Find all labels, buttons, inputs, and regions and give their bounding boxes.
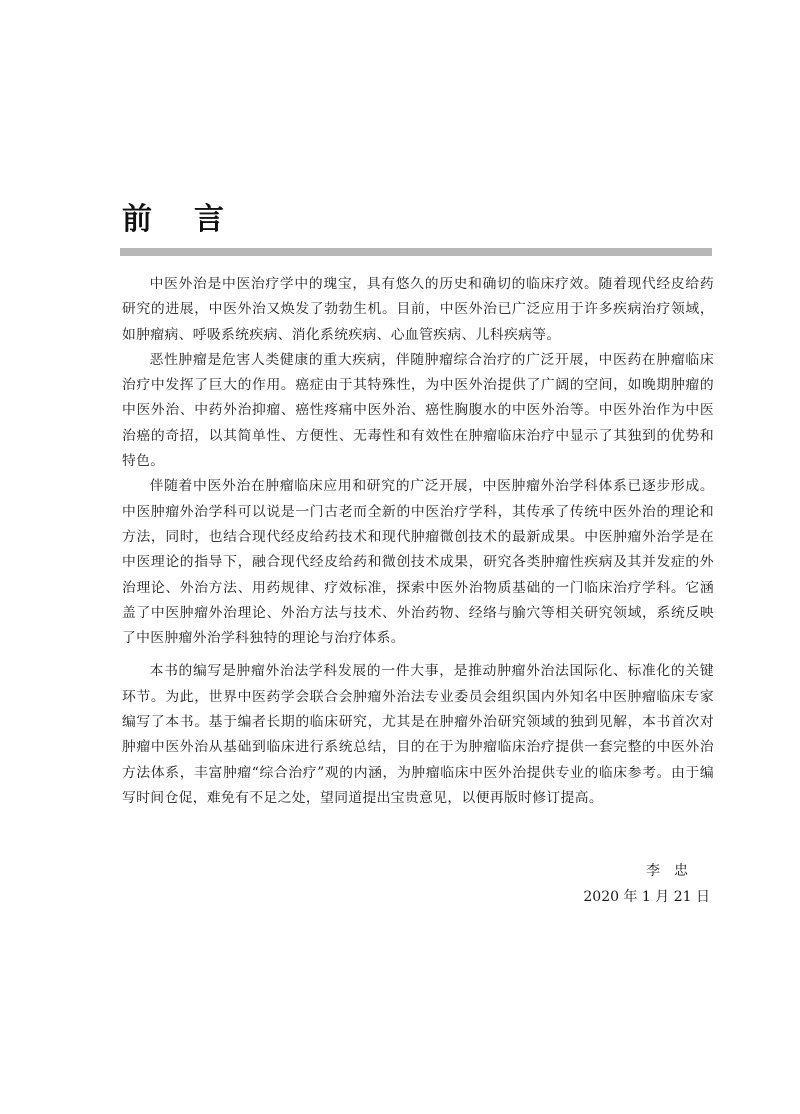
paragraph-2: 恶性肿瘤是危害人类健康的重大疾病，伴随肿瘤综合治疗的广泛开展，中医药在肿瘤临床治疗中发挥了巨大的作用。癌症由于其特殊性，为中医外治提供了广阔的空间，如晚期肿瘤的中医外治、中药外治抑瘤、癌性疼痛中医外治、癌性胸腹水的中医外治等。中医外治作为中医治癌的奇招，以其简单性、方便性、无毒性和有效性在肿瘤临床治疗中显示了其独到的优势和特色。 (122, 351, 714, 470)
paragraph-3: 伴随着中医外治在肿瘤临床应用和研究的广泛开展，中医肿瘤外治学科体系已逐步形成。中医肿瘤外治学科可以说是一门古老而全新的中医治疗学科，其传承了传统中医外治的理论和方法，同时，也结合现代经皮给药技术和现代肿瘤微创技术的最新成果。中医肿瘤外治学是在中医理论的指导下，融合现代经皮给药和微创技术成果，研究各类肿瘤性疾病及其并发症的外治理论、外治方法、用药规律、疗效标准，探索中医外治物质基础的一门临床治疗学科。它涵盖了中医肿瘤外治理论、外治方法与技术、外治药物、经络与腧穴等相关研究领域，系统反映了中医肿瘤外治学科独特的理论与治疗体系。 (122, 478, 714, 647)
paragraph-4: 本书的编写是肿瘤外治法学科发展的一件大事，是推动肿瘤外治法国际化、标准化的关键环节。为此，世界中医药学会联合会肿瘤外治法专业委员会组织国内外知名中医肿瘤临床专家编写了本书。基于编者长期的临床研究，尤其是在肿瘤外治研究领域的独到见解，本书首次对肿瘤中医外治从基础到临床进行系统总结，目的在于为肿瘤临床治疗提供一套完整的中医外治方法体系，丰富肿瘤“综合治疗”观的内涵，为肿瘤临床中医外治提供专业的临床参考。由于编写时间仓促，难免有不足之处，望同道提出宝贵意见，以便再版时修订提高。 (122, 663, 714, 806)
signature-date: 2020 年 1 月 21 日 (583, 889, 710, 905)
title-divider (120, 248, 712, 256)
preface-body (122, 272, 714, 811)
paragraph-1: 中医外治是中医治疗学中的瑰宝，具有悠久的历史和确切的临床疗效。随着现代经皮给药研究的进展，中医外治又焕发了勃勃生机。目前，中医外治已广泛应用于许多疾病治疗领域，如肿瘤病、呼吸系统疾病、消化系统疾病、心血管疾病、儿科疾病等。 (122, 276, 714, 343)
page-title: 前言 (122, 202, 266, 237)
author-name: 李忠 (646, 863, 702, 879)
signature-block (583, 858, 710, 910)
